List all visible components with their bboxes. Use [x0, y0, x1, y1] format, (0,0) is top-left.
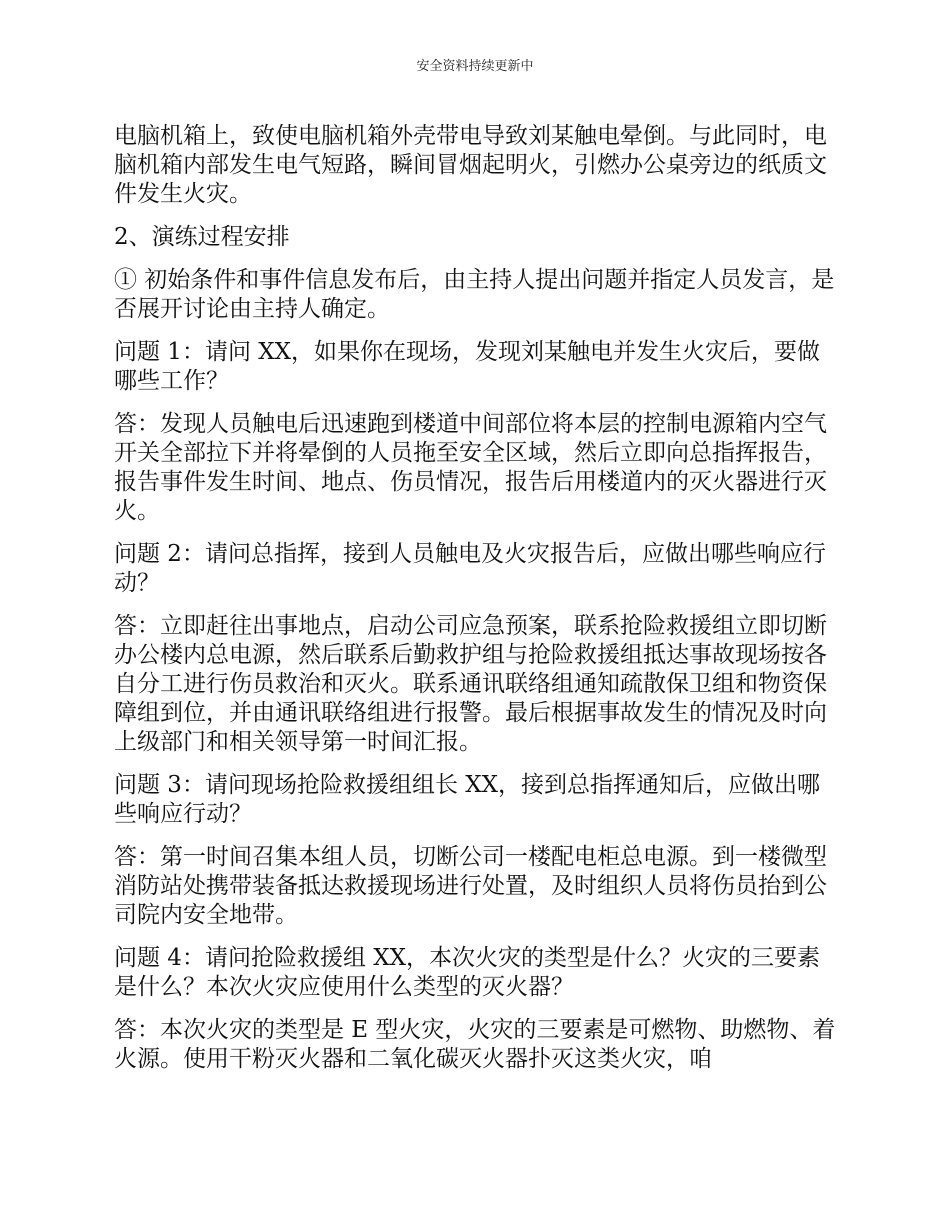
paragraph-initial-conditions: ① 初始条件和事件信息发布后，由主持人提出问题并指定人员发言，是否展开讨论由主持人确定。 [114, 267, 835, 322]
question-4: 问题 4：请问抢险救援组 XX，本次火灾的类型是什么？火灾的三要素是什么？本次火灾应使用什么类型的灭火器？ [114, 945, 821, 1000]
question-2: 问题 2：请问总指挥，接到人员触电及火灾报告后，应做出哪些响应行动？ [114, 541, 826, 596]
document-body [114, 122, 836, 1088]
question-1: 问题 1：请问 XX，如果你在现场，发现刘某触电并发生火灾后，要做哪些工作？ [114, 339, 821, 394]
answer-4: 答：本次火灾的类型是 E 型火灾，火灾的三要素是可燃物、助燃物、着火源。使用干粉灭火器和二氧化碳灭火器扑灭这类火灾，咱 [114, 1017, 836, 1072]
answer-3: 答：第一时间召集本组人员，切断公司一楼配电柜总电源。到一楼微型消防站处携带装备抵达救援现场进行处置，及时组织人员将伤员抬到公司院内安全地带。 [114, 844, 827, 928]
section-heading-drill-process: 2、演练过程安排 [114, 224, 290, 250]
answer-2: 答：立即赶往出事地点，启动公司应急预案，联系抢险救援组立即切断办公楼内总电源，然后联系后勤救护组与抢险救援组抵达事故现场按各自分工进行伤员救治和灭火。联系通讯联络组通知疏散保卫组和物资保障组到位，并由通讯联络组进行报警。最后根据事故发生的情况及时向上级部门和相关领导第一时间汇报。 [114, 613, 827, 755]
paragraph-incident-continuation: 电脑机箱上，致使电脑机箱外壳带电导致刘某触电晕倒。与此同时，电脑机箱内部发生电气短路，瞬间冒烟起明火，引燃办公桌旁边的纸质文件发生火灾。 [114, 123, 827, 207]
page-header: 安全资料持续更新中 [416, 59, 534, 74]
answer-1: 答：发现人员触电后迅速跑到楼道中间部位将本层的控制电源箱内空气开关全部拉下并将晕倒的人员拖至安全区域，然后立即向总指挥报告，报告事件发生时间、地点、伤员情况，报告后用楼道内的灭火器进行灭火。 [114, 411, 827, 524]
question-3: 问题 3：请问现场抢险救援组组长 XX，接到总指挥通知后，应做出哪些响应行动？ [114, 772, 821, 827]
